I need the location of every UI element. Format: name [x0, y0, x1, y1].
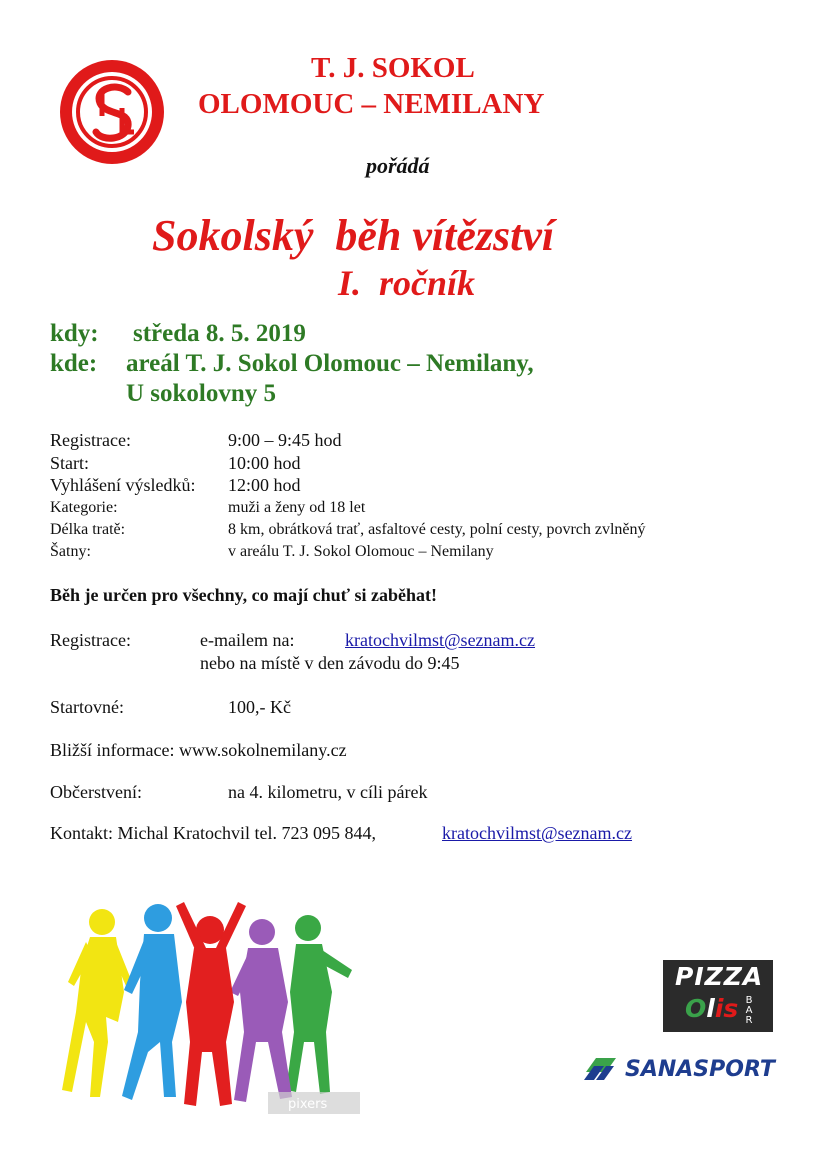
registration-alternative: nebo na místě v den závodu do 9:45 — [200, 653, 460, 673]
sanasport-mark-icon — [582, 1052, 618, 1086]
detail-label-lockers: Šatny: — [50, 543, 91, 560]
sanasport-text: SANASPORT — [625, 1057, 775, 1082]
sanasport-logo-icon — [582, 1050, 782, 1090]
org-name-line2: OLOMOUC – NEMILANY — [198, 88, 545, 120]
detail-value-category: muži a ženy od 18 let — [228, 499, 366, 516]
detail-value-registration: 9:00 – 9:45 hod — [228, 430, 342, 450]
pizza-logo-line1: PIZZA — [675, 962, 764, 991]
registration-label: Registrace: — [50, 630, 131, 650]
detail-label-length: Délka tratě: — [50, 521, 126, 538]
slogan: Běh je určen pro všechny, co mají chuť si zaběhat! — [50, 585, 438, 605]
pizza-logo-line2: Olis — [685, 994, 739, 1023]
when-label: kdy: — [50, 320, 99, 347]
org-name-line1: T. J. SOKOL — [311, 52, 475, 84]
detail-value-results: 12:00 hod — [228, 475, 301, 495]
contact-text: Kontakt: Michal Kratochvil tel. 723 095 844, — [50, 823, 376, 843]
fee-label: Startovné: — [50, 697, 124, 717]
presents-text: pořádá — [366, 153, 430, 178]
pizza-olis-logo-icon — [663, 960, 773, 1032]
sokol-logo-icon — [58, 58, 166, 166]
runners-illustration-icon — [60, 892, 360, 1122]
detail-label-start: Start: — [50, 453, 89, 473]
detail-value-lockers: v areálu T. J. Sokol Olomouc – Nemilany — [228, 543, 494, 560]
when-value: středa 8. 5. 2019 — [133, 320, 306, 347]
fee-value: 100,- Kč — [228, 697, 291, 717]
more-info: Bližší informace: www.sokolnemilany.cz — [50, 740, 347, 760]
detail-label-category: Kategorie: — [50, 499, 118, 516]
contact-email-link[interactable]: kratochvilmst@seznam.cz — [442, 823, 633, 843]
refreshments-label: Občerstvení: — [50, 782, 142, 802]
registration-email-link[interactable]: kratochvilmst@seznam.cz — [345, 630, 536, 650]
detail-label-results: Vyhlášení výsledků: — [50, 475, 196, 495]
watermark-text: pixers — [288, 1097, 328, 1112]
where-line1: areál T. J. Sokol Olomouc – Nemilany, — [126, 350, 534, 377]
event-edition: I. ročník — [338, 263, 476, 303]
event-title: Sokolský běh vítězství — [152, 211, 555, 260]
detail-label-registration: Registrace: — [50, 430, 131, 450]
detail-value-start: 10:00 hod — [228, 453, 301, 473]
where-label: kde: — [50, 350, 98, 377]
pizza-logo-bar: B A R — [745, 995, 753, 1026]
registration-method: e-mailem na: — [200, 630, 295, 650]
refreshments-value: na 4. kilometru, v cíli párek — [228, 782, 428, 802]
where-line2: U sokolovny 5 — [126, 380, 277, 407]
detail-value-length: 8 km, obrátková trať, asfaltové cesty, polní cesty, povrch zvlněný — [228, 521, 646, 538]
